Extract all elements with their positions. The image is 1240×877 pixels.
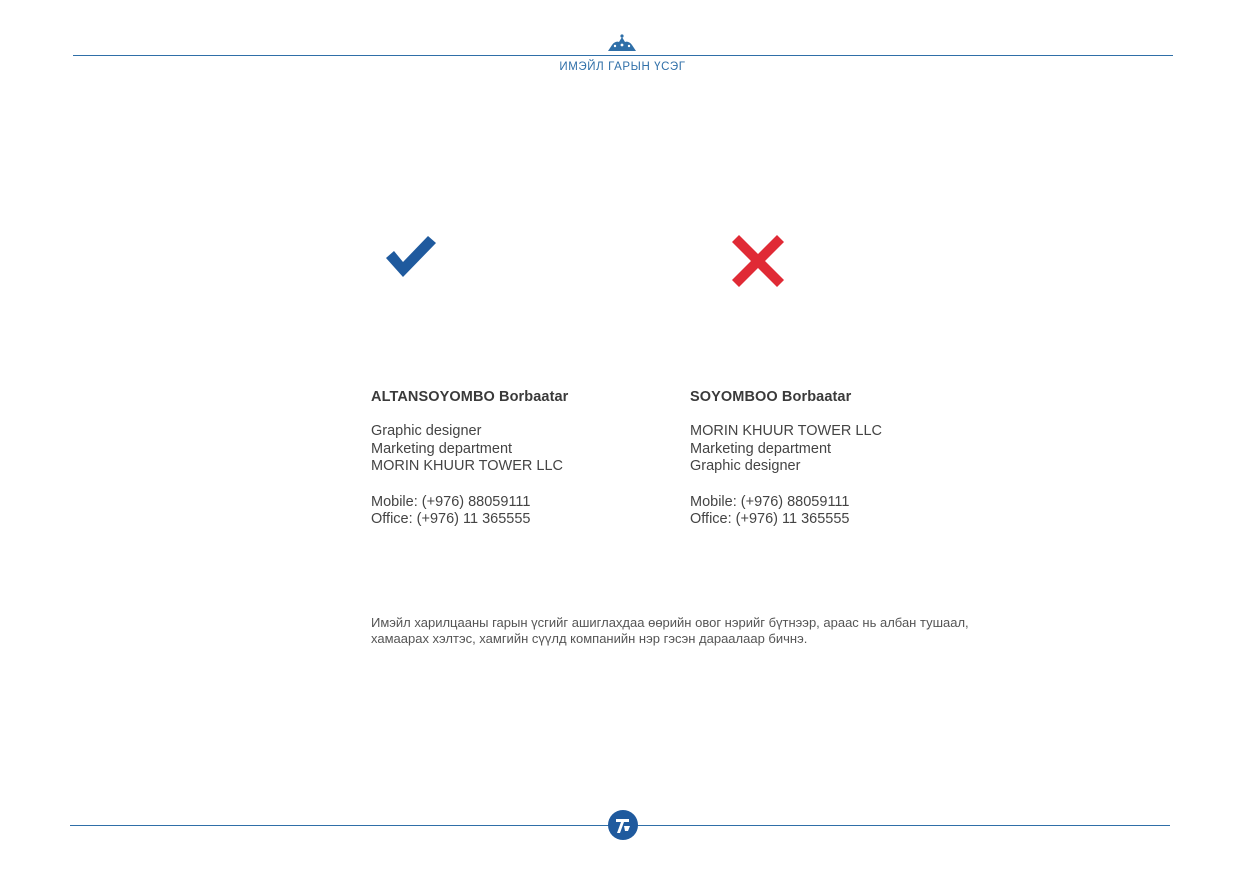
signature-name: SOYOMBOO Borbaatar <box>690 389 852 405</box>
header-divider <box>73 55 1173 56</box>
brand-logo-icon <box>607 809 639 841</box>
correct-signature-example <box>371 389 671 529</box>
signature-detail: Marketing department <box>690 440 832 457</box>
note-line: Имэйл харилцааны гарын үсгийг ашиглахдаа өөрийн овог нэрийг бүтнээр, араас нь албан тушаал, <box>371 615 969 630</box>
page-title: ИМЭЙЛ ГАРЫН ҮСЭГ <box>559 61 686 73</box>
signature-detail: Graphic designer <box>690 458 801 475</box>
signature-detail: MORIN KHUUR TOWER LLC <box>371 458 564 475</box>
signature-detail: MORIN KHUUR TOWER LLC <box>690 423 883 439</box>
signature-detail: Graphic designer <box>371 423 482 439</box>
signature-office: Office: (+976) 11 365555 <box>690 511 850 528</box>
signature-mobile: Mobile: (+976) 88059111 <box>371 493 531 510</box>
signature-detail: Marketing department <box>371 440 513 457</box>
note-line: хамаарах хэлтэс, хамгийн сүүлд компанийн нэр гэсэн дараалаар бичнэ. <box>371 631 808 646</box>
signature-office: Office: (+976) 11 365555 <box>371 511 531 528</box>
signature-name: ALTANSOYOMBO Borbaatar <box>371 389 569 405</box>
cross-icon <box>732 235 784 287</box>
incorrect-signature-example <box>690 389 990 529</box>
guideline-note <box>371 615 1011 647</box>
check-icon <box>384 234 438 280</box>
signature-mobile: Mobile: (+976) 88059111 <box>690 493 850 510</box>
crown-ornament-icon <box>606 33 638 53</box>
